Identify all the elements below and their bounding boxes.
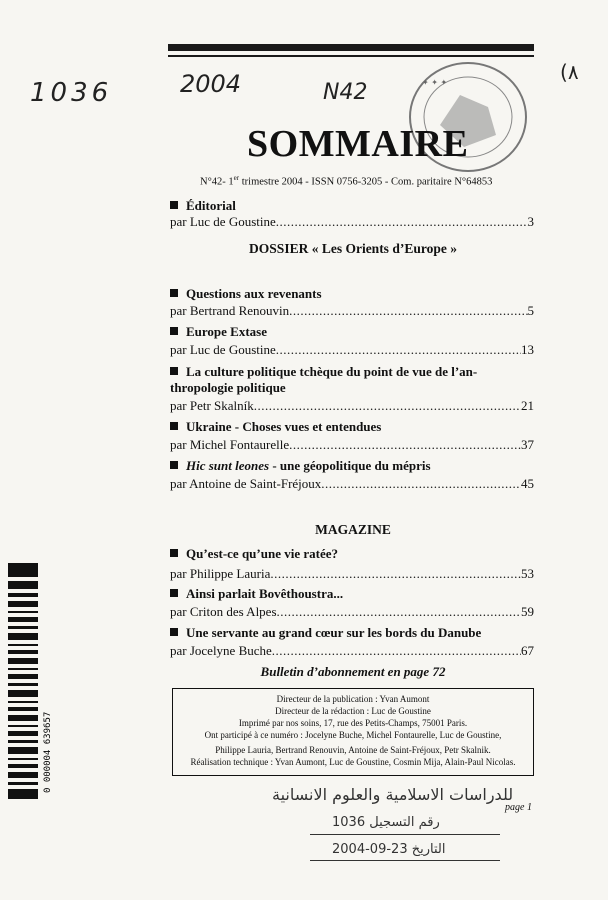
page-title: SOMMAIRE bbox=[247, 123, 469, 165]
dossier-item-title-cont: thropologie politique bbox=[170, 380, 286, 395]
bullet-square bbox=[170, 422, 178, 430]
bullet-square bbox=[170, 289, 178, 297]
magazine-item-title-text: Une servante au grand cœur sur les bords du Danube bbox=[186, 625, 482, 640]
dossier-item-title-text: - une géopolitique du mépris bbox=[269, 458, 431, 473]
issue-number: N°42- bbox=[200, 176, 226, 188]
handwritten-issue: N42 bbox=[323, 80, 368, 105]
handwritten-corner: (٨ bbox=[560, 60, 579, 84]
subscription-note: Bulletin d’abonnement en page 72 bbox=[260, 664, 446, 679]
top-rule-thick bbox=[168, 44, 534, 51]
magazine-item-entry[interactable] bbox=[170, 566, 534, 582]
dossier-item-title bbox=[170, 286, 322, 302]
dossier-item-title bbox=[170, 419, 381, 435]
magazine-item-entry[interactable] bbox=[170, 604, 534, 620]
barcode bbox=[8, 563, 54, 803]
page-label: page 1 bbox=[505, 802, 532, 813]
dossier-item-page: 45 bbox=[521, 476, 534, 491]
magazine-item-title-text: Qu’est-ce qu’une vie ratée? bbox=[186, 546, 338, 561]
credit-line: Directeur de la publication : Yvan Aumont bbox=[276, 694, 430, 704]
magazine-item-entry[interactable] bbox=[170, 643, 534, 659]
credit-line: Ont participé à ce numéro : Jocelyne Buche, Michel Fontaurelle, Luc de Goustine, bbox=[204, 730, 502, 740]
bullet-square bbox=[170, 589, 178, 597]
stamp-rule bbox=[310, 834, 500, 835]
bullet-square bbox=[170, 367, 178, 375]
magazine-item-author: par Philippe Lauria bbox=[170, 566, 271, 581]
arabic-stamp-line: للدراسات الاسلامية والعلوم الانسانية bbox=[272, 785, 514, 804]
dossier-item-page: 37 bbox=[521, 437, 534, 452]
dossier-item-entry[interactable] bbox=[170, 437, 534, 453]
editorial-entry[interactable] bbox=[170, 214, 534, 230]
dossier-item-page: 21 bbox=[521, 398, 534, 413]
editorial-title-text: Éditorial bbox=[186, 198, 236, 213]
magazine-heading: MAGAZINE bbox=[315, 522, 391, 537]
dossier-item-author: par Bertrand Renouvin bbox=[170, 303, 290, 318]
leader-dots bbox=[270, 566, 521, 582]
arabic-stamp-line: التاريخ 23-09-2004 bbox=[332, 842, 446, 857]
editorial-author: par Luc de Goustine bbox=[170, 214, 276, 229]
dossier-item-title bbox=[170, 364, 477, 380]
bullet-square bbox=[170, 201, 178, 209]
leader-dots bbox=[276, 342, 521, 358]
credit-line: Imprimé par nos soins, 17, rue des Petits-Champs, 75001 Paris. bbox=[238, 718, 468, 728]
dossier-item-title bbox=[170, 458, 431, 474]
leader-dots bbox=[321, 476, 521, 492]
bullet-square bbox=[170, 327, 178, 335]
dossier-item-entry[interactable] bbox=[170, 342, 534, 358]
dossier-item-title-text: La culture politique tchèque du point de vue de l’an- bbox=[186, 364, 478, 379]
stamp-rule bbox=[310, 860, 500, 861]
leader-dots bbox=[289, 303, 527, 319]
issue-trimester-num: 1 bbox=[228, 176, 234, 188]
issue-info bbox=[200, 174, 492, 188]
bullet-square bbox=[170, 461, 178, 469]
issue-rest: trimestre 2004 - ISSN 0756-3205 - Com. paritaire N°64853 bbox=[239, 176, 493, 188]
magazine-item-page: 67 bbox=[521, 643, 534, 658]
dossier-heading: DOSSIER « Les Orients d’Europe » bbox=[249, 241, 457, 256]
dossier-item-author: par Michel Fontaurelle bbox=[170, 437, 290, 452]
handwritten-number: 1036 bbox=[30, 78, 113, 108]
credit-line: Réalisation technique : Yvan Aumont, Luc de Goustine, Cosmin Mija, Alain-Paul Nicolas. bbox=[190, 757, 516, 767]
bullet-square bbox=[170, 549, 178, 557]
bullet-square bbox=[170, 628, 178, 636]
credit-line: Directeur de la rédaction : Luc de Goustine bbox=[275, 706, 431, 716]
dossier-item-page: 13 bbox=[521, 342, 534, 357]
credits-box bbox=[172, 688, 534, 776]
dossier-item-author: par Petr Skalník bbox=[170, 398, 254, 413]
leader-dots bbox=[276, 214, 528, 230]
issue-trimester-sup: er bbox=[233, 174, 240, 182]
dossier-item-title bbox=[170, 324, 267, 340]
leader-dots bbox=[289, 437, 521, 453]
barcode-number: 0 000004 639657 bbox=[43, 711, 53, 793]
dossier-item-title-text: Questions aux revenants bbox=[186, 286, 322, 301]
magazine-item-title-text: Ainsi parlait Bovêthoustra... bbox=[186, 586, 344, 601]
dossier-item-title-text: Ukraine - Choses vues et entendues bbox=[186, 419, 382, 434]
editorial-page: 3 bbox=[527, 214, 534, 229]
dossier-item-page: 5 bbox=[527, 303, 534, 318]
dossier-item-author: par Antoine de Saint-Fréjoux bbox=[170, 476, 322, 491]
editorial-title bbox=[170, 198, 236, 214]
leader-dots bbox=[254, 398, 521, 414]
leader-dots bbox=[272, 643, 521, 659]
leader-dots bbox=[277, 604, 521, 620]
handwritten-year: 2004 bbox=[180, 70, 242, 98]
credit-line: Philippe Lauria, Bertrand Renouvin, Antoine de Saint-Fréjoux, Petr Skalnik. bbox=[215, 745, 491, 755]
magazine-item-title bbox=[170, 546, 338, 562]
magazine-item-page: 59 bbox=[521, 604, 534, 619]
magazine-item-title bbox=[170, 586, 343, 602]
magazine-item-author: par Criton des Alpes bbox=[170, 604, 277, 619]
dossier-item-title-text: Europe Extase bbox=[186, 324, 268, 339]
svg-text:✦ ✦ ✦: ✦ ✦ ✦ bbox=[422, 78, 448, 87]
arabic-stamp-line: رقم التسجيل 1036 bbox=[332, 815, 440, 830]
dossier-item-title-italic: Hic sunt leones bbox=[186, 458, 270, 473]
dossier-item-entry[interactable] bbox=[170, 476, 534, 492]
magazine-item-page: 53 bbox=[521, 566, 534, 581]
dossier-item-author: par Luc de Goustine bbox=[170, 342, 276, 357]
magazine-item-author: par Jocelyne Buche bbox=[170, 643, 272, 658]
dossier-item-entry[interactable] bbox=[170, 303, 534, 319]
magazine-item-title bbox=[170, 625, 481, 641]
dossier-item-entry[interactable] bbox=[170, 398, 534, 414]
